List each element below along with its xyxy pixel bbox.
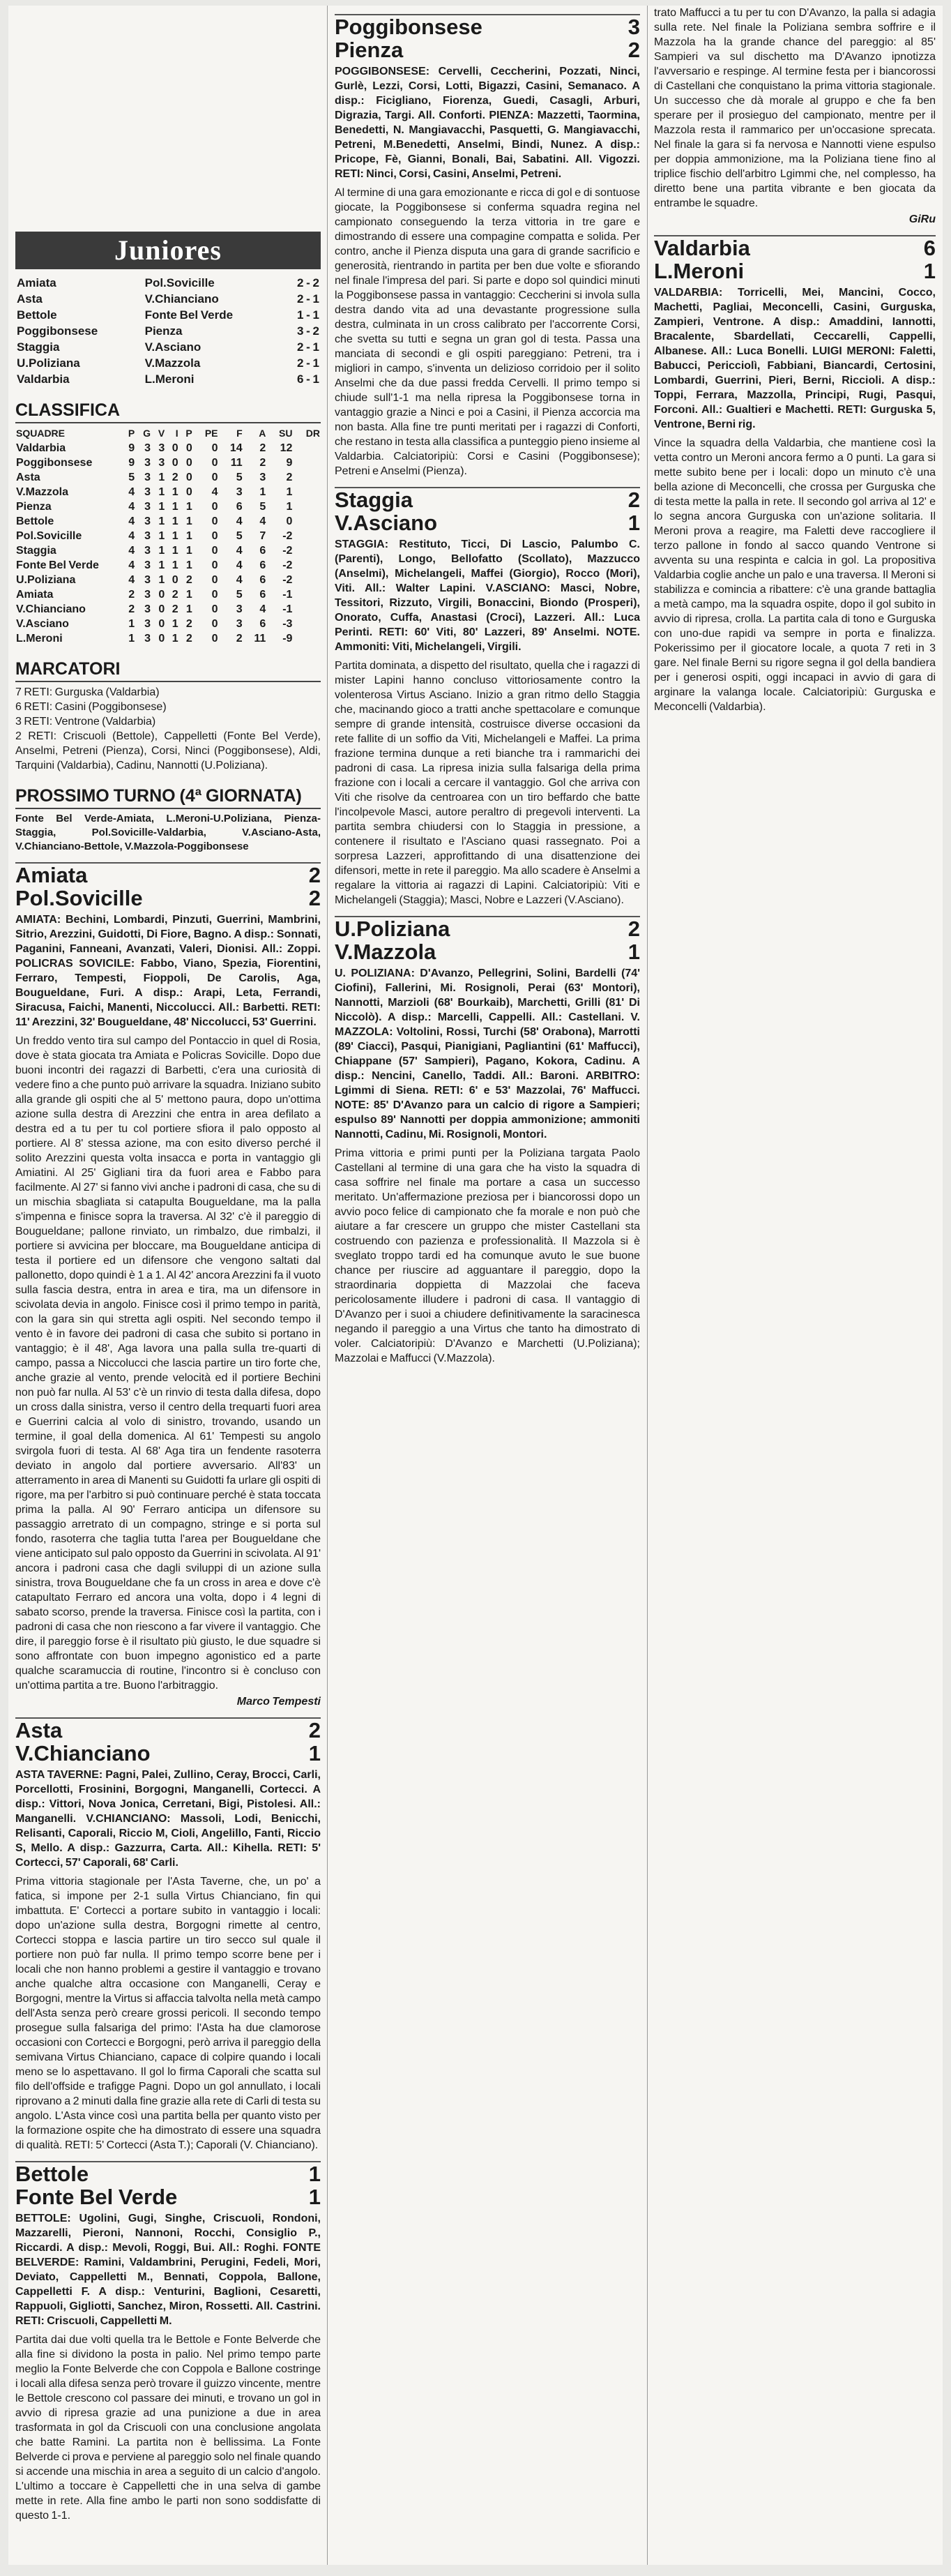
home-team: Valdarbia: [654, 236, 750, 260]
match-report: [335, 14, 640, 479]
stat-cell: 2: [185, 633, 192, 645]
stat-cell: 2: [185, 618, 192, 630]
home-score: 2: [308, 863, 321, 887]
stat-cell: -9: [282, 633, 293, 645]
stat-cell: 1: [172, 501, 178, 513]
stat-cell: 0: [158, 618, 165, 630]
stat-cell: -1: [282, 603, 293, 615]
stat-cell: 2: [172, 603, 178, 615]
stat-cell: 5: [236, 589, 243, 601]
match-away-line: [335, 940, 640, 963]
scorer-line: 7 RETI: Gurguska (Valdarbia): [15, 686, 160, 698]
stat-cell: 0: [211, 457, 218, 469]
stat-cell: 3: [144, 472, 151, 483]
match-lineups: VALDARBIA: Torricelli, Mei, Mancini, Cocco, Machetti, Pagliai, Meconcelli, Casini, Gurguska, Zampieri, Ventrone. A disp.: Amaddini, Iannotti, Bracalente, Sbardellati, Ceccarelli, Cappelli, Albanese. All.: Luca Bonelli. LUIGI MERONI: Faletti, Babucci, Pericciolì, Fabbiani, Biancardi, Certosini, Lombardi, Guerrini, Pieri, Berni, Riccioli. A disp.: Toppi, Ferrara, Mazzolla, Principi, Rugi, Pasqui, Forconi. All.: Gualtieri e Machetti. RETI: Gurguska 5, Ventrone, Berni rig.: [654, 287, 936, 430]
home-team: Staggia: [335, 488, 413, 512]
match-report: [15, 1717, 321, 2153]
home-score: 2: [627, 917, 640, 941]
stat-cell: 1: [158, 515, 165, 527]
standings-header: SQUADRE: [16, 428, 66, 439]
stat-cell: -2: [282, 559, 293, 571]
stat-cell: 1: [286, 501, 293, 513]
match-text: Partita dai due volti quella tra le Bettole e Fonte Belverde che alla fine si dividono la posta in palio. Nel primo tempo parte meglio la Fonte Belverde che con Coppola e Ballone costringe i locali alla difesa senza però trovare il guizzo vincente, mentre le Bettole crescono col passare dei minuti, e trovano un gol in avvio di ripresa grazie ad una punizione a due in area trasformata in gol da Criscuoli con una conclusione angolata che batte Ramini. La partita non è bellissima. La Fonte Belverde ci prova e perviene al pareggio solo nel finale quando si accende una mischia in area a seguito di un calcio d'angolo. L'ultimo a toccare è Cappelletti che in una selva di gambe mette in rete. Alla fine ambo le parti non sono soddisfatte di questo 1-1.: [15, 2334, 321, 2522]
stat-cell: 1: [128, 633, 135, 645]
home-score: 3: [627, 15, 640, 39]
stat-cell: 1: [185, 515, 192, 527]
away-score: 1: [308, 2185, 321, 2209]
result-row: [15, 323, 321, 339]
home-team: U.Poliziana: [335, 917, 450, 941]
stat-cell: 1: [158, 545, 165, 557]
stat-cell: 3: [144, 589, 151, 601]
score: 1 - 1: [296, 308, 319, 322]
stat-cell: 9: [286, 457, 293, 469]
stat-cell: [293, 514, 321, 529]
author-signature: Marco Tempesti: [236, 1696, 321, 1708]
standings-row: [15, 485, 321, 499]
newspaper-page: [8, 6, 943, 2565]
scorer-line: 3 RETI: Ventrone (Valdarbia): [15, 716, 156, 728]
standings-header: SU: [278, 428, 293, 439]
stat-cell: 3: [259, 472, 266, 483]
stat-cell: [293, 485, 321, 499]
stat-cell: 2: [236, 633, 243, 645]
stat-cell: [293, 617, 321, 631]
match-home-line: [335, 15, 640, 38]
stat-cell: 1: [172, 530, 178, 542]
score: 2 - 1: [296, 340, 319, 354]
stat-cell: 2: [259, 442, 266, 454]
team-name: V.Chianciano: [16, 603, 86, 615]
away-team: V.Chianciano: [144, 292, 219, 306]
match-report: [654, 235, 936, 714]
stat-cell: 9: [128, 457, 135, 469]
match-text: Prima vittoria stagionale per l'Asta Taverne, che, un po' a fatica, si impone per 2-1 sulla Virtus Chianciano, fin qui imbattuta. E' Cortecci a portare subito in vantaggio i locali: dopo un'azione sulla destra, Borgogni rimette al centro, Cortecci stoppa e lascia partire un tiro secco sul quale il portiere non può far nulla. Il primo tempo scorre bene per i locali che non hanno problemi a gestire il vantaggio e trovano anche qualche altra occasione con Manganelli, Ceray e Borgogni, mentre la Virtus si affaccia talvolta nella metà campo dell'Asta senza però creare grossi pericoli. Il secondo tempo prosegue sulla falsariga del primo: l'Asta ha due clamorose occasioni con Cortecci e Borgogni, però arriva il pareggio della semivana Virtus Chianciano, capace di colpire quando i locali meno se lo aspettavano. Il gol lo firma Caporali che scatta sul filo dell'offside e trafigge Pagni. Dopo un gol annullato, i locali riprovano a 2 minuti dalla fine grazie alla rete di Carli di testa su angolo. L'Asta vince così una partita bella per quanto visto per la formazione ospite che ha dimostrato di essere una squadra di qualità. RETI: 5' Cortecci (Asta T.); Caporali (V. Chianciano).: [15, 1876, 321, 2151]
stat-cell: 5: [259, 501, 266, 513]
away-score: 1: [627, 511, 640, 535]
away-team: L.Meroni: [654, 259, 745, 283]
team-name: Valdarbia: [16, 442, 66, 454]
away-team: V.Asciano: [335, 511, 438, 535]
result-row: [15, 339, 321, 355]
away-team: Pol.Sovicille: [15, 886, 143, 910]
team-name: Poggibonsese: [16, 457, 93, 469]
stat-cell: 0: [211, 515, 218, 527]
match-text: Al termine di una gara emozionante e ricca di gol e di sontuose giocate, la Poggibonsese si conferma squadra regina nel campionato conseguendo la terza vittoria in tre gare e dimostrando di essere una compagine compatta e solida. Per contro, anche il Pienza disputa una gara di grande sacrificio e generosità, rientrando in partita per ben due volte e sfiorando nel finale l'impresa del pari. Si parte e dopo sol quindici minuti la Poggibonsese passa in vantaggio: Ceccherini si invola sulla destra dando vita ad una devastante progressione sulla destra, culminata in un cross calibrato per l'accorrente Corsi, che svetta su tutti e segna un gran gol di testa. Passa una manciata di secondi e gli ospiti pareggiano: Petreni, tra i migliori in campo, s'inventa un delizioso corridoio per il solito Anselmi che da due passi fredda Cervelli. Il primo tempo si chiude sull'1-1 ma nella ripresa la Poggibonsese torna in vantaggio grazie a Ninci e poi a Casini, il Pienza accorcia ma non basta. Alla fine tre punti meritati per i ragazzi di Conforti, che restano in testa alla classifica a punteggio pieno insieme al Valdarbia. Calciatoripiù: Corsi e Casini (Poggibonsese); Petreni e Anselmi (Pienza).: [335, 187, 640, 477]
stat-cell: 6: [259, 574, 266, 586]
stat-cell: [293, 543, 321, 558]
stat-cell: 4: [128, 515, 135, 527]
score: 6 - 1: [296, 372, 319, 386]
stat-cell: 1: [185, 559, 192, 571]
standings-row: [15, 587, 321, 602]
author-signature: GiRu: [908, 213, 936, 225]
standings-row: [15, 558, 321, 573]
stat-cell: 1: [172, 618, 178, 630]
match-lineups: ASTA TAVERNE: Pagni, Palei, Zullino, Ceray, Brocci, Carli, Porcellotti, Frosinini, Borgogni, Manganelli, Cortecci. A disp.: Vittori, Nova Jonica, Cerretani, Bigi, Pistolesi. All.: Manganelli. V.CHIANCIANO: Massoli, Lodi, Benicchi, Relisanti, Caporali, Riccio M, Cioli, Angelillo, Fanti, Riccio S, Mello. A disp.: Gazzurra, Carta. All.: Kihella. RETI: 5' Cortecci, 57' Caporali, 68' Carli.: [15, 1769, 321, 1869]
stat-cell: 1: [185, 589, 192, 601]
stat-cell: 5: [236, 530, 243, 542]
away-team: V.Chianciano: [15, 1741, 151, 1765]
stat-cell: 2: [172, 589, 178, 601]
stat-cell: 1: [259, 486, 266, 498]
stat-cell: 0: [211, 530, 218, 542]
stat-cell: 4: [128, 574, 135, 586]
match-away-line: [15, 1742, 321, 1765]
column-divider: [647, 6, 648, 2565]
match-away-line: [335, 38, 640, 61]
stat-cell: [293, 529, 321, 543]
team-name: Staggia: [16, 545, 56, 557]
stat-cell: 3: [236, 618, 243, 630]
standings-header: PE: [204, 428, 218, 439]
scorers-list: [15, 685, 321, 773]
stat-cell: 0: [211, 574, 218, 586]
next-round-title: PROSSIMO TURNO (4ª GIORNATA): [15, 785, 321, 809]
stat-cell: 1: [158, 559, 165, 571]
stat-cell: 0: [172, 574, 178, 586]
stat-cell: 1: [172, 633, 178, 645]
match-report: [335, 487, 640, 907]
stat-cell: 3: [144, 618, 151, 630]
column-1: [15, 6, 321, 2523]
stat-cell: [293, 470, 321, 485]
stat-cell: 0: [211, 501, 218, 513]
stat-cell: [293, 602, 321, 617]
stat-cell: 0: [185, 442, 192, 454]
stat-cell: 6: [259, 559, 266, 571]
match-report: [15, 2161, 321, 2523]
home-team: Amiata: [17, 276, 56, 289]
stat-cell: 3: [144, 442, 151, 454]
stat-cell: 1: [172, 486, 178, 498]
home-team: Poggibonsese: [17, 324, 98, 338]
match-home-line: [15, 864, 321, 887]
stat-cell: 3: [144, 633, 151, 645]
standings-title: CLASSIFICA: [15, 400, 321, 423]
stat-cell: 0: [211, 633, 218, 645]
match-home-line: [654, 236, 936, 259]
standings-row: [15, 543, 321, 558]
stat-cell: 6: [259, 545, 266, 557]
stat-cell: [293, 499, 321, 514]
stat-cell: 1: [172, 515, 178, 527]
stat-cell: 4: [128, 501, 135, 513]
stat-cell: 0: [158, 603, 165, 615]
match-text: Partita dominata, a dispetto del risultato, quella che i ragazzi di mister Lapini hanno concluso vittoriosamente contro la volenterosa Virtus Asciano. Inizio a gran ritmo dello Staggia che, macinando gioco a tratti anche spettacolare e comunque sempre di grande intensità, costruisce diverse occasioni da rete fallite di un soffio da Viti, Michelangeli e Maffei. La prima frazione termina dunque a reti bianche tra i rammarichi dei padroni di casa. La ripresa inizia sulla falsariga della prima frazione con i locali a cercare il vantaggio. Gol che arriva con Viti che risolve da centroarea con un tiro beffardo che batte l'incolpevole Masci, autore peraltro di pregevoli interventi. La partita sembra chiudersi con lo Staggia in pressione, a contenere il risultato e l'Asciano quasi rassegnato. Poi a sorpresa Lazzeri, approfittando di una disattenzione dei difensori, mette in rete il pareggio. Ma allo scadere è Anselmi a regalare la vittoria ai ragazzi di Lapini. Calciatoripiù: Viti e Michelangeli (Staggia); Masci, Nobre e Lazzeri (V.Asciano).: [335, 660, 640, 906]
next-round-fixtures: Fonte Bel Verde-Amiata, L.Meroni-U.Poliziana, Pienza-Staggia, Pol.Sovicille-Valdarbia, V.Asciano-Asta, V.Chianciano-Bettole, V.Mazzola-Poggibonsese: [15, 813, 321, 852]
stat-cell: 11: [254, 633, 266, 645]
home-team: Bettole: [17, 308, 57, 322]
match-away-line: [654, 259, 936, 283]
match-report: [335, 916, 640, 1366]
team-name: Amiata: [16, 589, 54, 601]
stat-cell: 1: [286, 486, 293, 498]
standings-header: DR: [305, 428, 320, 439]
stat-cell: 2: [286, 472, 293, 483]
team-name: U.Poliziana: [16, 574, 76, 586]
team-name: Pol.Sovicille: [16, 530, 82, 542]
match-home-line: [335, 917, 640, 940]
results-table: [15, 275, 321, 387]
match-home-line: [15, 1719, 321, 1742]
stat-cell: 4: [236, 545, 243, 557]
score: 3 - 2: [296, 324, 319, 338]
match-home-line: [15, 2162, 321, 2185]
stat-cell: 1: [158, 530, 165, 542]
away-score: 2: [627, 38, 640, 62]
stat-cell: 3: [236, 603, 243, 615]
stat-cell: 5: [128, 472, 135, 483]
standings-table: [15, 426, 321, 646]
away-team: L.Meroni: [144, 372, 195, 386]
stat-cell: 11: [230, 457, 243, 469]
stat-cell: 0: [172, 442, 178, 454]
stat-cell: 0: [211, 472, 218, 483]
home-score: 1: [308, 2162, 321, 2186]
away-score: 2: [308, 886, 321, 910]
away-team: Pienza: [335, 38, 404, 62]
standings-row: [15, 499, 321, 514]
match-away-line: [15, 2185, 321, 2208]
standings-header: F: [236, 428, 243, 439]
stat-cell: 3: [158, 457, 165, 469]
standings-row: [15, 514, 321, 529]
stat-cell: 3: [144, 530, 151, 542]
home-team: Poggibonsese: [335, 15, 482, 39]
home-team: Asta: [15, 1718, 63, 1742]
stat-cell: 3: [144, 501, 151, 513]
away-team: Pol.Sovicille: [144, 276, 215, 289]
stat-cell: 2: [128, 589, 135, 601]
result-row: [15, 291, 321, 307]
stat-cell: 1: [185, 603, 192, 615]
match-lineups: BETTOLE: Ugolini, Gugi, Singhe, Criscuoli, Rondoni, Mazzarelli, Pieroni, Nannoni, Rocchi, Consiglio P., Riccardi. A disp.: Mevoli, Roggi, Bui. All.: Roghi. FONTE BELVERDE: Ramini, Valdambrini, Perugini, Fedeli, Mori, Deviato, Cappelletti M., Bennati, Coppola, Ballone, Cappelletti F. A disp.: Venturini, Baglioni, Cesaretti, Rappuoli, Gigliotti, Sanchez, Miron, Rossetti. All. Castrini. RETI: Criscuoli, Cappelletti M.: [15, 2213, 321, 2327]
away-team: Fonte Bel Verde: [144, 308, 234, 322]
away-team: Pienza: [144, 324, 183, 338]
stat-cell: [293, 441, 321, 455]
stat-cell: 0: [211, 603, 218, 615]
stat-cell: -2: [282, 530, 293, 542]
standings-row: [15, 470, 321, 485]
standings-row: [15, 455, 321, 470]
match-away-line: [15, 887, 321, 910]
match-lineups: POGGIBONSESE: Cervelli, Ceccherini, Pozzati, Ninci, Gurlè, Lezzi, Corsi, Lotti, Bigazzi, Casini, Semanaco. A disp.: Ficigliano, Fiorenza, Guedi, Casagli, Arburi, Digrazia, Targi. All. Conforti. PIENZA: Mazzetti, Taormina, Benedetti, N. Mangiavacchi, Pasquetti, G. Mangiavacchi, Petreni, M.Benedetti, Anselmi, Bindi, Nunez. A disp.: Pricope, Fè, Gianni, Bonali, Bai, Sabatini. All. Vigozzi. RETI: Ninci, Corsi, Casini, Anselmi, Petreni.: [335, 66, 640, 180]
standings-row: [15, 617, 321, 631]
stat-cell: 4: [236, 559, 243, 571]
stat-cell: 1: [158, 486, 165, 498]
standings-row: [15, 441, 321, 455]
stat-cell: 1: [128, 618, 135, 630]
away-team: V.Mazzola: [335, 940, 436, 964]
stat-cell: 4: [128, 486, 135, 498]
standings-row: [15, 602, 321, 617]
stat-cell: 4: [128, 559, 135, 571]
stat-cell: -1: [282, 589, 293, 601]
stat-cell: 1: [185, 530, 192, 542]
stat-cell: 1: [158, 574, 165, 586]
team-name: Asta: [16, 472, 40, 483]
scorer-line: 2 RETI: Criscuoli (Bettole), Cappelletti (Fonte Bel Verde), Anselmi, Petreni (Pienza), Corsi, Ninci (Poggibonsese), Aldi, Tarquini (Valdarbia), Cadinu, Nannotti (U.Poliziana).: [15, 730, 321, 771]
stat-cell: 0: [286, 515, 293, 527]
stat-cell: 4: [128, 545, 135, 557]
match-text: Vince la squadra della Valdarbia, che mantiene così la vetta contro un Meroni ancora fermo a 0 punti. La gara si mette subito bene per i locali: dopo un minuto c'è una bella azione di Meconcelli, che crossa per Gurguska che di testa mette la palla in rete. Il secondo gol arriva al 12' e lo segna ancora Gurguska con un'azione solitaria. Il Meroni prova a reagire, ma Faletti deve raccogliere il terzo pallone in fondo al sacco quando Ventrone si avventa su una respinta e calcia in gol. La propositiva Valdarbia coglie anche un palo e una traversa. Il Meroni si stabilizza e comincia a ribattere: c'è una grande battaglia a metà campo, ma la squadra ospite, dopo il gol subito in avvio di ripresa, crolla. La partita cala di tono e Gurguska con uno-due rapidi va sempre in porta e finalizza. Pokerissimo per il giocatore locale, a quota 7 reti in 3 gare. Nel finale Berni su rigore segna il gol della bandiera per i generosi ospiti, oggi incapaci in avvio di gara di arginare la valanga locale. Calciatoripiù: Gurguska e Meconcelli (Valdarbia).: [654, 437, 936, 713]
stat-cell: 3: [144, 515, 151, 527]
away-team: Fonte Bel Verde: [15, 2185, 178, 2209]
result-row: [15, 371, 321, 387]
stat-cell: 1: [158, 501, 165, 513]
stat-cell: 0: [211, 618, 218, 630]
stat-cell: 0: [185, 472, 192, 483]
stat-cell: 0: [185, 486, 192, 498]
stat-cell: [293, 558, 321, 573]
stat-cell: 3: [144, 559, 151, 571]
team-name: V.Mazzola: [16, 486, 68, 498]
stat-cell: 4: [236, 574, 243, 586]
stat-cell: 0: [211, 559, 218, 571]
stat-cell: 12: [280, 442, 293, 454]
stat-cell: 3: [144, 457, 151, 469]
scorers-title: MARCATORI: [15, 658, 321, 682]
stat-cell: [293, 587, 321, 602]
result-row: [15, 355, 321, 371]
stat-cell: 3: [144, 545, 151, 557]
stat-cell: 6: [236, 501, 243, 513]
stat-cell: 1: [185, 545, 192, 557]
away-team: V.Asciano: [144, 340, 201, 354]
team-name: V.Asciano: [16, 618, 69, 630]
match-lineups: STAGGIA: Restituto, Ticci, Di Lascio, Palumbo C. (Parenti), Longo, Bellofatto (Scollato), Mazzucco (Anselmi), Michelangeli, Maffei (Giorgio), Rocco (Mori), Viti. All.: Walter Lapini. V.ASCIANO: Masci, Nobre, Tessitori, Rizzuto, Virgili, Bonaccini, Biondo (Prosperi), Onorato, Cuffa, Anastasi (Croci), Lazzeri. All.: Luca Perinti. RETI: 60' Viti, 80' Lazzeri, 89' Anselmi. NOTE. Ammoniti: Viti, Michelangeli, Virgili.: [335, 538, 640, 653]
stat-cell: 4: [211, 486, 218, 498]
stat-cell: -2: [282, 574, 293, 586]
stat-cell: 0: [158, 633, 165, 645]
score: 2 - 1: [296, 356, 319, 370]
stat-cell: 1: [172, 545, 178, 557]
column-divider: [327, 6, 328, 2565]
standings-header: P: [128, 428, 135, 439]
home-team: Asta: [17, 292, 43, 306]
stat-cell: 2: [185, 574, 192, 586]
stat-cell: 4: [236, 515, 243, 527]
stat-cell: 0: [211, 545, 218, 557]
stat-cell: 0: [172, 457, 178, 469]
away-score: 1: [627, 940, 640, 964]
standings-row: [15, 529, 321, 543]
stat-cell: -2: [282, 545, 293, 557]
stat-cell: -3: [282, 618, 293, 630]
stat-cell: 4: [259, 603, 266, 615]
team-name: L.Meroni: [16, 633, 63, 645]
standings-header: G: [143, 428, 151, 439]
section-title: Juniores: [15, 232, 321, 269]
result-row: [15, 275, 321, 291]
stat-cell: 0: [211, 442, 218, 454]
match-home-line: [335, 488, 640, 511]
match-text: Prima vittoria e primi punti per la Poliziana targata Paolo Castellani al termine di una gara che ha visto la squadra di casa soffrire nel finale ma portare a casa un successo meritato. Un'affermazione preziosa per i biancorossi dopo un avvio poco felice di campionato che fa morale e non può che aiutare a far crescere un gruppo che mister Castellani sta costruendo con pazienza e professionalità. Il Mazzola si è sveglato troppo tardi ed ha comunque avuto le sue buone chance per riuscire ad agguantare il pareggio, dopo la straordinaria doppietta di Mazzolai che faceva pericolosamente illudere i padroni di casa. Il vantaggio di D'Avanzo per i suoi a chiudere definitivamente la saracinesca negando il pareggio a una Virtus che tanto ha dimostrato di voler. Calciatoripiù: D'Avanzo e Marchetti (U.Poliziana); Mazzolai e Maffucci (V.Mazzola).: [335, 1147, 640, 1364]
stat-cell: 3: [144, 574, 151, 586]
stat-cell: 2: [259, 457, 266, 469]
stat-cell: [293, 455, 321, 470]
standings-header: A: [259, 428, 266, 439]
stat-cell: 0: [185, 457, 192, 469]
standings-header: V: [158, 428, 165, 439]
stat-cell: 0: [158, 589, 165, 601]
home-score: 2: [627, 488, 640, 512]
home-score: 2: [308, 1718, 321, 1742]
column-3: [654, 6, 936, 714]
article-continuation: trato Maffucci a tu per tu con D'Avanzo, la palla si adagia sulla rete. Nel finale la Poliziana sembra soffrire e il Mazzola ha la grande chance del pareggio: al 85' Sampieri va sul dischetto ma D'Avanzo ipnotizza l'avversario e respinge. Al termine festa per i biancorossi di Castellani che conquistano la prima vittoria stagionale. Un successo che dà morale al gruppo e che fa ben sperare per il prosieguo del campionato, mentre per il Mazzola resta il rammarico per un'occasione sprecata. Nel finale la gara si fa nervosa e Nannotti viene espulso per doppia ammonizione, ma la Poliziana tiene fino al triplice fischio dell'arbitro Lgimmi che, nel complesso, ha diretto bene una partita vibrante e ben giocata da entrambe le squadre.: [654, 7, 936, 209]
result-row: [15, 307, 321, 323]
standings-row: [15, 573, 321, 587]
stat-cell: 1: [172, 559, 178, 571]
home-team: Valdarbia: [17, 372, 70, 386]
stat-cell: 7: [259, 530, 266, 542]
standings-header: I: [175, 428, 178, 439]
score: 2 - 1: [296, 292, 319, 306]
stat-cell: 3: [144, 486, 151, 498]
match-lineups: U. POLIZIANA: D'Avanzo, Pellegrini, Solini, Bardelli (74' Ciofini), Fallerini, Mi. Rosignoli, Perai (63' Montori), Nannotti, Marzioli (68' Bourkaib), Marchetti, Grilli (81' Di Niccolò). A disp.: Marcelli, Cappelli. All.: Castellani. V. MAZZOLA: Voltolini, Rossi, Turchi (58' Orabona), Marrotti (89' Ciacci), Pasqui, Pianigiani, Pagliantini (61' Maffucci), Chiappane (57' Sampieri), Pagano, Kokora, Cadinu. A disp.: Nencini, Canello, Taddi. All.: Baroni. ARBITRO: Lgimmi di Siena. RETI: 6' e 53' Mazzolai, 76' Maffucci. NOTE: 85' D'Avanzo para un calcio di rigore a Sampieri; espulso 89' Nannotti per doppia ammonizione; ammoniti Nannotti, Cadinu, Mi. Rosignoli, Montori.: [335, 967, 640, 1140]
stat-cell: [293, 631, 321, 646]
home-team: Amiata: [15, 863, 88, 887]
away-score: 1: [923, 259, 936, 283]
team-name: Bettole: [16, 515, 54, 527]
away-team: V.Mazzola: [144, 356, 201, 370]
stat-cell: 2: [172, 472, 178, 483]
stat-cell: 5: [236, 472, 243, 483]
score: 2 - 2: [296, 276, 319, 289]
match-lineups: AMIATA: Bechini, Lombardi, Pinzuti, Guerrini, Mambrini, Sitrio, Arezzini, Guidotti, Di Fiore, Bagno. A disp.: Sonnati, Paganini, Fanneani, Avanzati, Valeri, Dionisi. All.: Zoppi. POLICRAS SOVICILE: Fabbo, Viano, Spezia, Fiorentini, Ferraro, Tempesti, Fioppoli, De Carolis, Aga, Bougueldane, Furi. A disp.: Arapi, Leta, Ferrandi, Siracusa, Faichi, Manenti, Niccolucci. All.: Barbetti. RETI: 11' Arezzini, 32' Bougueldane, 48' Niccolucci, 53' Guerrini.: [15, 914, 321, 1028]
scorer-line: 6 RETI: Casini (Poggibonsese): [15, 701, 167, 713]
stat-cell: 4: [259, 515, 266, 527]
team-name: Fonte Bel Verde: [16, 559, 99, 571]
match-text: Un freddo vento tira sul campo del Pontaccio in quel di Rosia, dove è stata giocata tra Amiata e Policras Sovicille. Dopo due buoni incontri dei ragazzi di Barbetti, c'era una curiosità di vedere fino a che punto può arrivare la squadra. Iniziano subito alla grande gli ospiti che al 5' mettono paura, dopo un'ottima azione sulla destra di Arezzini che entra in area defilato a destra ed a tu per tu col portiere sfiora il palo opposto al portiere. Al 8' stessa azione, ma con esito diverso perché il solito Arezzini questa volta insacca e porta in vantaggio gli Amiatini. Al 25' Gigliani tira da fuori area e Fabbo para facilmente. Al 27' si fanno vivi anche i padroni di casa, che su di un mischia sbagliata si catapulta Bougueldane, ma la palla s'impenna e finisce sopra la traversa. Al 32' c'è il pareggio di Bougueldane; pallone rinviato, un rimbalzo, due rimbalzi, il portiere si avvicina per bloccare, ma Bougueldane anticipa di testa il portiere ed un difensore che vengono saltati dal pallonetto, dopo quindi è 1 a 1. Al 42' ancora Arezzini fa il vuoto sulla fascia destra, entra in area e tira, ma un difensore in scivolata devia in angolo. Finisce così il primo tempo in parità, con la gara sin qui stretta agli ospiti. Nel secondo tempo il vento è in favore dei padroni di casa che subito si portano in vantaggio; è il 48', Aga lavora una palla sulla tre-quarti di campo, passa a Niccolucci che lascia partire un tiro forte che, anche grazie al vento, prende velocità ed il portiere Bechini non può far nulla. Al 53' c'è un rinvio di testa dalla difesa, dopo un cross dalla sinistra, verso il centro della trequarti fuori area e Guerrini calcia al volo di sinistro, trovando, usando un termine, il goal della domenica. Al 61' Tempesti su angolo svirgola fuori di testa. Al 68' Aga tira un fendente rasoterra deviato in angolo dal portiere avversario. All'83' un atterramento in area di Manenti su Guidotti fa urlare gli ospiti di rigore, ma per l'arbitro si può continuare perché è stata toccata prima la palla. Al 90' Ferraro anticipa un difensore su passaggio arretrato di un compagno, stringe e si porta sul fondo, rasoterra che taglia tutta l'area per Bougueldane che viene anticipato sul palo opposto da Guerrini in scivolata. Al 91' ancora i padroni casa che dagli sviluppi di un azione sulla sinistra, trova Bougueldane che fa un cross in area e dove c'è catapultato Ferraro ed ancora una volta, dopo i 4 legni di sabato scorso, prende la traversa. Finisce così la partita, con i padroni di casa che non riescono a far vivere il vantaggio. Che dire, il pareggio forse è il risultato più giusto, le due squadre si sono affrontate con buon impegno agonistico ed a parte qualche scaramuccia di routine, l'incontro si è concluso con un'ottima partita a tre. Buono l'arbitraggio.: [15, 1035, 321, 1692]
away-score: 1: [308, 1741, 321, 1765]
stat-cell: 3: [144, 603, 151, 615]
stat-cell: 6: [259, 618, 266, 630]
stat-cell: 0: [211, 589, 218, 601]
stat-cell: 1: [185, 501, 192, 513]
stat-cell: 1: [158, 472, 165, 483]
team-name: Pienza: [16, 501, 52, 513]
stat-cell: 2: [128, 603, 135, 615]
standings-header: P: [185, 428, 192, 439]
stat-cell: 3: [158, 442, 165, 454]
home-team: U.Poliziana: [17, 356, 80, 370]
stat-cell: 14: [229, 442, 243, 454]
stat-cell: 4: [128, 530, 135, 542]
home-team: Bettole: [15, 2162, 89, 2186]
stat-cell: [293, 573, 321, 587]
stat-cell: 6: [259, 589, 266, 601]
standings-row: [15, 631, 321, 646]
column-2: [335, 6, 640, 1366]
stat-cell: 3: [236, 486, 243, 498]
match-away-line: [335, 511, 640, 534]
home-score: 6: [923, 236, 936, 260]
match-report: [15, 862, 321, 1709]
stat-cell: 9: [128, 442, 135, 454]
home-team: Staggia: [17, 340, 60, 354]
